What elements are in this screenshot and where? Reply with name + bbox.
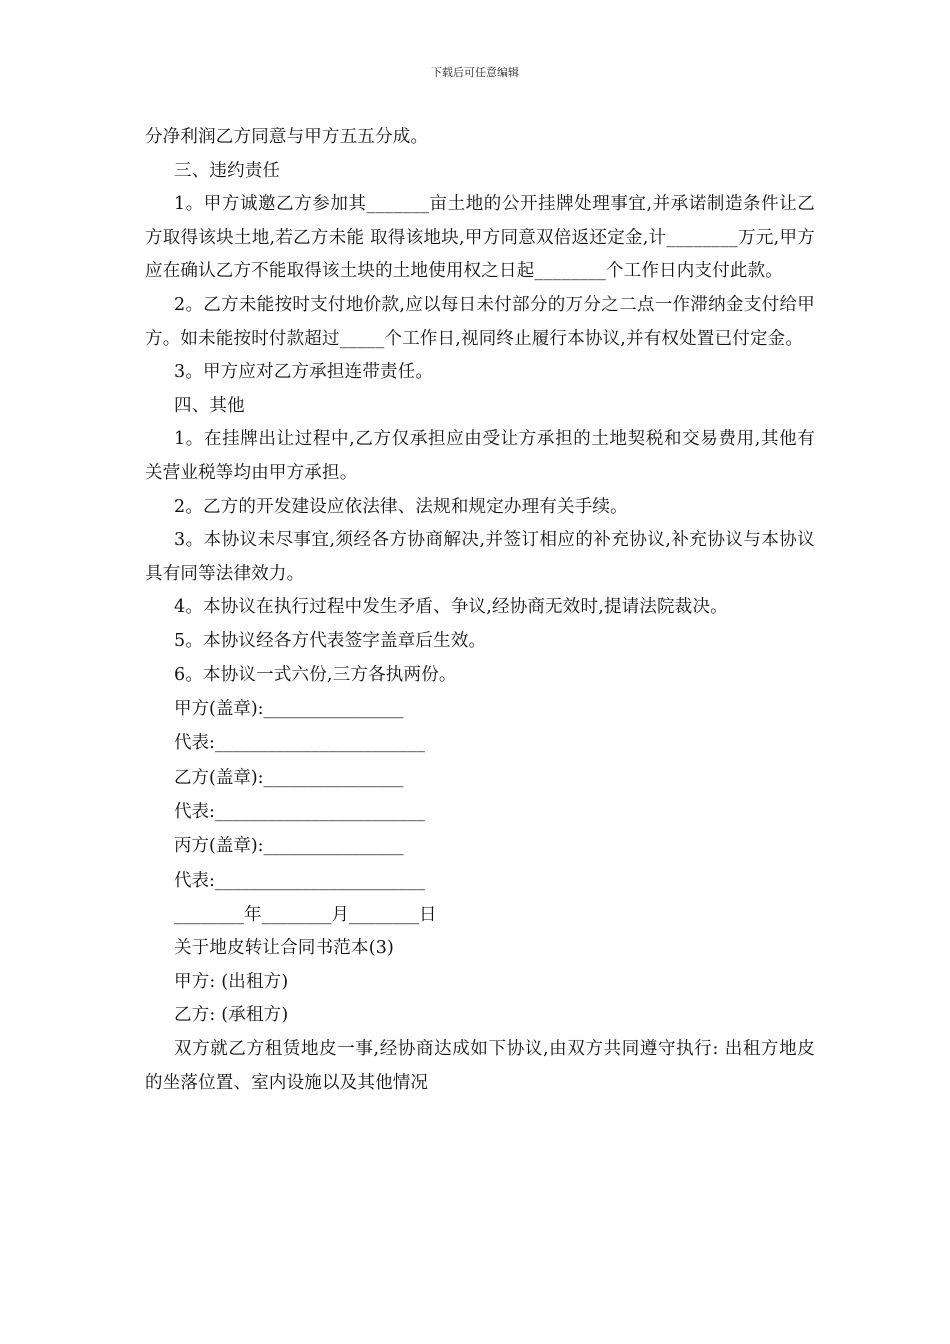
signature-party-a: 甲方(盖章):________________ bbox=[174, 699, 404, 720]
signature-party-c: 丙方(盖章):________________ bbox=[174, 836, 404, 857]
signature-block bbox=[145, 692, 815, 932]
paragraph-other-2: 2。乙方的开发建设应依法律、法规和规定办理有关手续。 bbox=[174, 496, 628, 517]
paragraph-breach-2: 2。乙方未能按时支付地价款,应以每日未付部分的万分之二点一作滞纳金支付给甲方。如未能按时付款超过_____个工作日,视同终止履行本协议,并有权处置已付定金。 bbox=[145, 294, 815, 349]
paragraph-other-3: 3。本协议未尽事宜,须经各方协商解决,并签订相应的补充协议,补充协议与本协议具有同等法律效力。 bbox=[145, 530, 815, 584]
document-body bbox=[145, 121, 815, 1100]
paragraph-other-6: 6。本协议一式六份,三方各执两份。 bbox=[174, 664, 457, 685]
heading-breach-liability: 三、违约责任 bbox=[174, 160, 281, 181]
paragraph-other-1: 1。在挂牌出让过程中,乙方仅承担应由受让方承担的土地契税和交易费用,其他有关营业税等均由甲方承担。 bbox=[145, 429, 815, 483]
paragraph-profit-split: 分净利润乙方同意与甲方五五分成。 bbox=[145, 127, 429, 147]
signature-representative-c: 代表:________________________ bbox=[174, 870, 425, 891]
section-title: 关于地皮转让合同书范本(3) bbox=[174, 938, 395, 959]
page-header-note: 下载后可任意编辑 bbox=[431, 66, 519, 79]
party-a-lessor: 甲方: (出租方) bbox=[174, 971, 289, 992]
signature-representative-a: 代表:________________________ bbox=[174, 733, 425, 754]
paragraph-breach-1: 1。甲方诚邀乙方参加其_______亩土地的公开挂牌处理事宜,并承诺制造条件让乙方取得该块土地,若乙方未能 取得该地块,甲方同意双倍返还定金,计________万元,甲方应在确认乙方不能取得该土块的土地使用权之日起________个工作日内支付此款。 bbox=[145, 194, 815, 282]
paragraph-other-4: 4。本协议在执行过程中发生矛盾、争议,经协商无效时,提请法院裁决。 bbox=[174, 597, 728, 618]
signature-representative-b: 代表:________________________ bbox=[174, 801, 425, 822]
party-b-lessee: 乙方: (承租方) bbox=[174, 1005, 289, 1026]
paragraph-other-5: 5。本协议经各方代表签字盖章后生效。 bbox=[174, 630, 487, 651]
heading-other: 四、其他 bbox=[174, 395, 245, 416]
signature-date: ________年________月________日 bbox=[174, 904, 437, 925]
paragraph-lease-intro: 双方就乙方租赁地皮一事,经协商达成如下协议,由双方共同遵守执行: 出租方地皮的坐落位置、室内设施以及其他情况 bbox=[145, 1038, 815, 1093]
signature-party-b: 乙方(盖章):________________ bbox=[174, 767, 404, 788]
paragraph-breach-3: 3。甲方应对乙方承担连带责任。 bbox=[174, 362, 434, 383]
